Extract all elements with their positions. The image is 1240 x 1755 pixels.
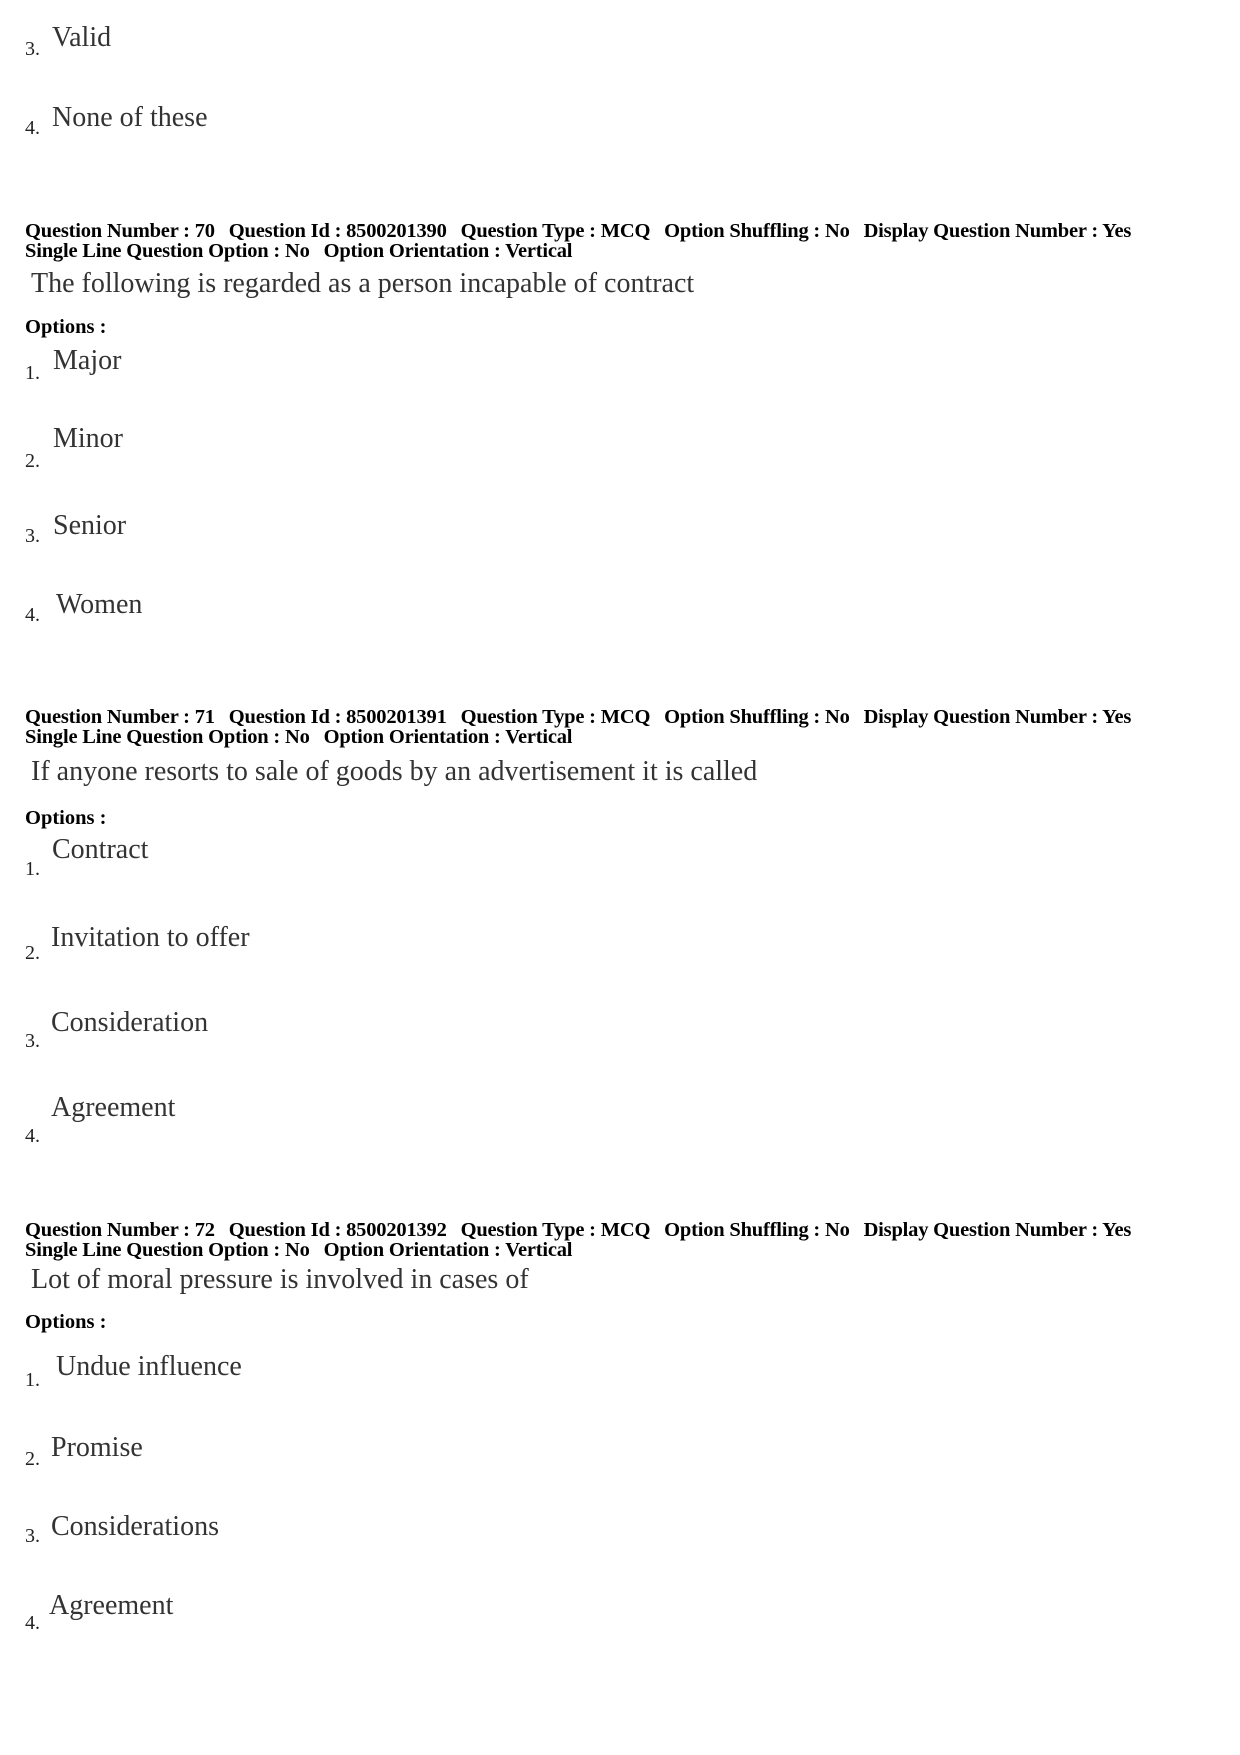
option-shuffling: Option Shuffling : No	[664, 220, 850, 242]
option-shuffling: Option Shuffling : No	[664, 1219, 850, 1241]
single-line-option: Single Line Question Option : No	[25, 726, 310, 748]
option-number: 2.	[25, 1448, 40, 1470]
question-number: Question Number : 72	[25, 1219, 215, 1241]
option-text: Promise	[51, 1432, 143, 1463]
options-label: Options :	[25, 1311, 107, 1333]
option-orientation: Option Orientation : Vertical	[323, 240, 573, 262]
question-text: If anyone resorts to sale of goods by an advertisement it is called	[31, 756, 758, 787]
option-text: Invitation to offer	[51, 922, 250, 953]
option-text: Major	[53, 345, 122, 376]
option-text: Agreement	[49, 1590, 174, 1621]
option-text: Consideration	[51, 1007, 209, 1038]
question-type: Question Type : MCQ	[460, 1219, 651, 1241]
single-line-option: Single Line Question Option : No	[25, 1239, 310, 1261]
options-label: Options :	[25, 316, 107, 338]
question-meta-line2	[25, 1240, 581, 1261]
option-text: None of these	[52, 102, 208, 133]
question-meta-line2	[25, 241, 581, 262]
option-number: 3.	[25, 1030, 40, 1052]
option-number: 1.	[25, 362, 40, 384]
option-number: 1.	[25, 858, 40, 880]
option-number: 4.	[25, 1612, 40, 1634]
option-orientation: Option Orientation : Vertical	[323, 726, 573, 748]
question-meta-line2	[25, 727, 581, 748]
option-text: Women	[56, 589, 143, 620]
options-label: Options :	[25, 807, 107, 829]
option-shuffling: Option Shuffling : No	[664, 706, 850, 728]
option-number: 1.	[25, 1369, 40, 1391]
option-text: Valid	[52, 22, 112, 53]
question-meta-line1	[25, 221, 1140, 242]
option-text: Senior	[53, 510, 127, 541]
option-number: 3.	[25, 38, 40, 60]
display-question-number: Display Question Number : Yes	[863, 1219, 1132, 1241]
question-id: Question Id : 8500201391	[228, 706, 447, 728]
option-text: Minor	[53, 423, 123, 454]
display-question-number: Display Question Number : Yes	[863, 220, 1132, 242]
option-text: Agreement	[51, 1092, 176, 1123]
option-orientation: Option Orientation : Vertical	[323, 1239, 573, 1261]
option-number: 3.	[25, 525, 40, 547]
question-number: Question Number : 70	[25, 220, 215, 242]
question-id: Question Id : 8500201390	[228, 220, 447, 242]
question-type: Question Type : MCQ	[460, 220, 651, 242]
option-text: Considerations	[51, 1511, 219, 1542]
question-type: Question Type : MCQ	[460, 706, 651, 728]
option-number: 4.	[25, 117, 40, 139]
question-text: Lot of moral pressure is involved in cases of	[31, 1264, 529, 1295]
option-text: Contract	[52, 834, 149, 865]
question-meta-line1	[25, 1220, 1140, 1241]
option-number: 4.	[25, 1125, 40, 1147]
question-meta-line1	[25, 707, 1140, 728]
question-text: The following is regarded as a person incapable of contract	[31, 268, 695, 299]
question-number: Question Number : 71	[25, 706, 215, 728]
display-question-number: Display Question Number : Yes	[863, 706, 1132, 728]
single-line-option: Single Line Question Option : No	[25, 240, 310, 262]
option-text: Undue influence	[56, 1351, 242, 1382]
option-number: 2.	[25, 450, 40, 472]
option-number: 2.	[25, 942, 40, 964]
option-number: 3.	[25, 1525, 40, 1547]
option-number: 4.	[25, 604, 40, 626]
question-id: Question Id : 8500201392	[228, 1219, 447, 1241]
